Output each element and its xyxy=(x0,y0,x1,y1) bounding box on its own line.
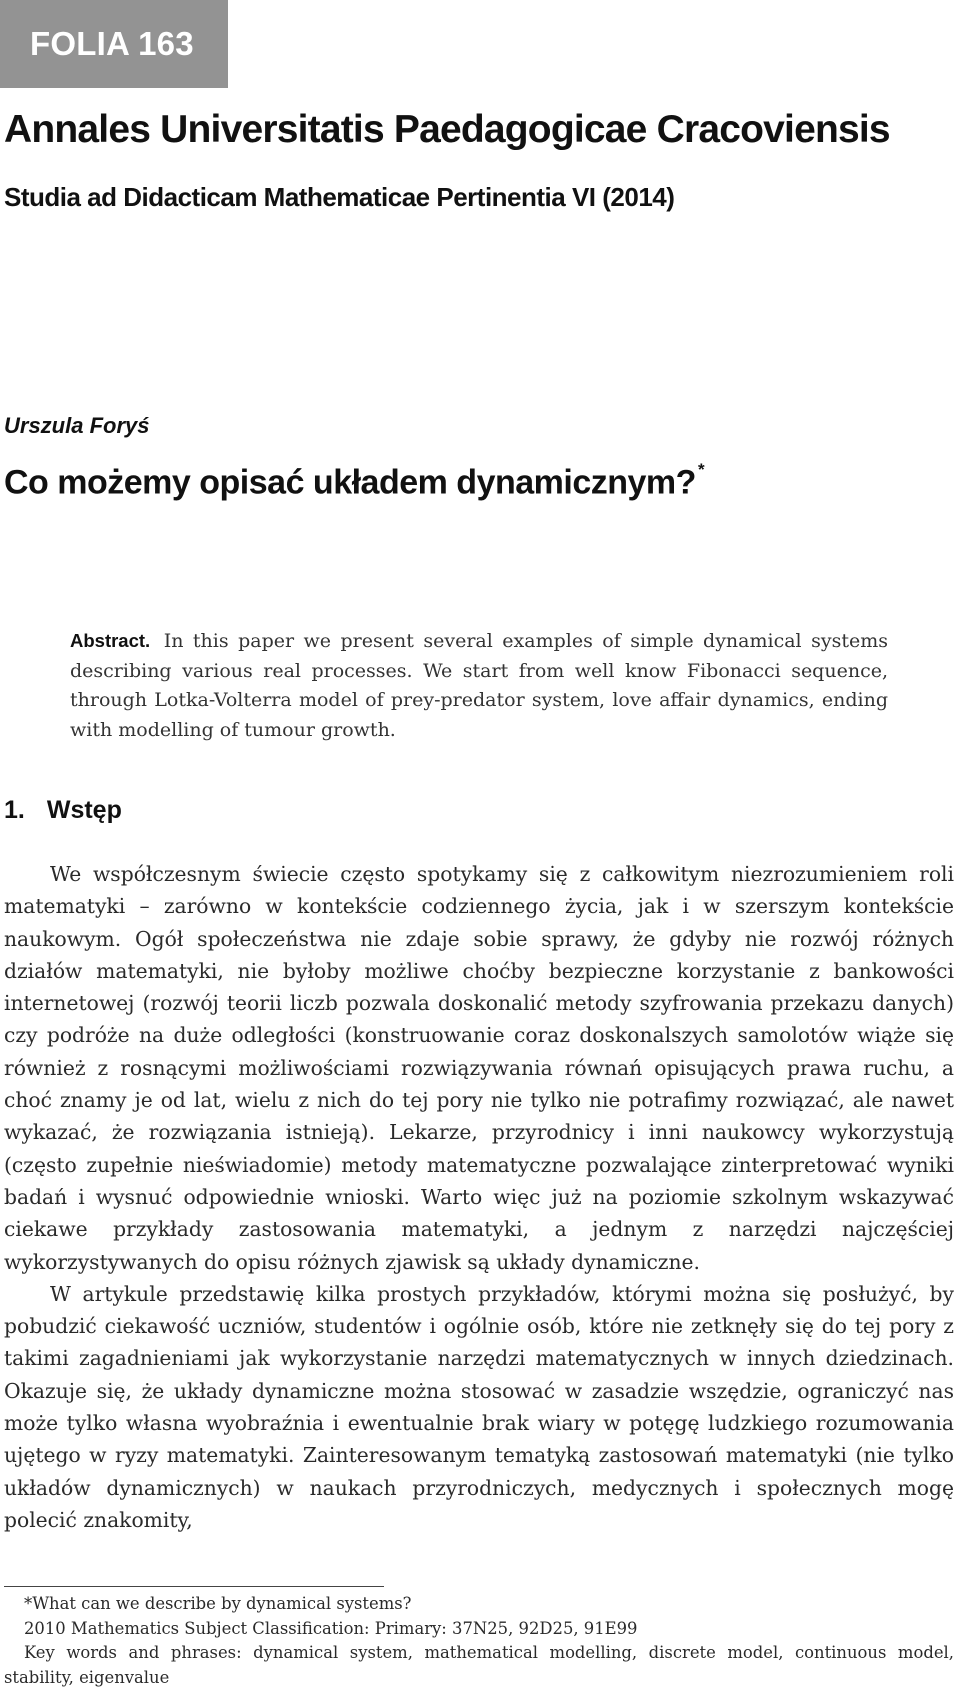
body-paragraph: W artykule przedstawię kilka prostych przykładów, którymi można się posłużyć, by pobudzić ciekawość uczniów, studentów i ogólnie osób, które nie zetknęły się do tej pory z takimi zagadnieniami jak wykorzystanie narzędzi matematycznych w innych dziedzinach. Okazuje się, że układy dynamiczne można stosować w zasadzie wszędzie, ograniczyć nas może tylko własna wyobraźnia i ewentualnie brak wiary w potęgę ludzkiego rozumowania ujętego w ryzy matematyki. Zainteresowanym tematyką zastosowań matematyki (nie tylko układów dynamicznych) w naukach przyrodniczych, medycznych i społecznych mogę polecić znakomity, xyxy=(4,1281,954,1532)
author-name: Urszula Foryś xyxy=(4,413,150,438)
abstract-label: Abstract. xyxy=(70,630,151,651)
footnote-translation: *What can we describe by dynamical systems? xyxy=(24,1594,412,1613)
folia-badge: FOLIA 163 xyxy=(0,0,228,88)
footnote-keywords: Key words and phrases: dynamical system, mathematical modelling, discrete model, continuous model, stability, eigenvalue xyxy=(4,1643,954,1687)
paper-title-text: Co możemy opisać układem dynamicznym? xyxy=(4,463,696,502)
journal-title: Annales Universitatis Paedagogicae Cracoviensis xyxy=(4,108,890,151)
abstract-text: In this paper we present several examples of simple dynamical systems describing various real processes. We start from well know Fibonacci sequence, through Lotka-Volterra model of prey-predator system, love affair dynamics, ending with modelling of tumour growth. xyxy=(70,630,888,741)
footnote-marker: * xyxy=(697,460,705,479)
paper-title xyxy=(4,452,704,506)
body-text xyxy=(4,858,954,1536)
journal-subtitle: Studia ad Didacticam Mathematicae Pertinentia VI (2014) xyxy=(4,182,675,212)
section-number: 1. xyxy=(4,796,25,824)
footnotes xyxy=(4,1592,954,1690)
section-heading xyxy=(4,792,122,828)
footnote-msc: 2010 Mathematics Subject Classification: Primary: 37N25, 92D25, 91E99 xyxy=(24,1618,638,1638)
body-paragraph: We współczesnym świecie często spotykamy się z całkowitym niezrozumieniem roli matematyki – zarówno w kontekście codziennego życia, jak i w szerszym kontekście naukowym. Ogół społeczeństwa nie zdaje sobie sprawy, że gdyby nie rozwój różnych działów matematyki, nie byłoby możliwe choćby bezpieczne korzystanie z bankowości internetowej (rozwój teorii liczb pozwala doskonalić metody szyfrowania przekazu danych) czy podróże na duże odległości (konstruowanie coraz doskonalszych samolotów wiąże się również z rosnącymi możliwościami rozwiązywania równań opisujących prawa ruchu, a choć znamy je od lat, wielu z nich do tej pory nie tylko nie potrafimy rozwiązać, ale nawet wykazać, że rozwiązania istnieją). Lekarze, przyrodnicy i inni naukowcy wykorzystują (często zupełnie nieświadomie) metody matematyczne pozwalające zinterpretować wyniki badań i wysnuć odpowiednie wnioski. Warto więc już na poziomie szkolnym wskazywać ciekawe przykłady zastosowania matematyki, a jednym z narzędzi najczęściej wykorzystywanych do opisu różnych zjawisk są układy dynamiczne. xyxy=(4,862,954,1274)
footnote-divider xyxy=(4,1586,384,1587)
section-title: Wstęp xyxy=(46,796,122,824)
abstract xyxy=(70,626,888,745)
